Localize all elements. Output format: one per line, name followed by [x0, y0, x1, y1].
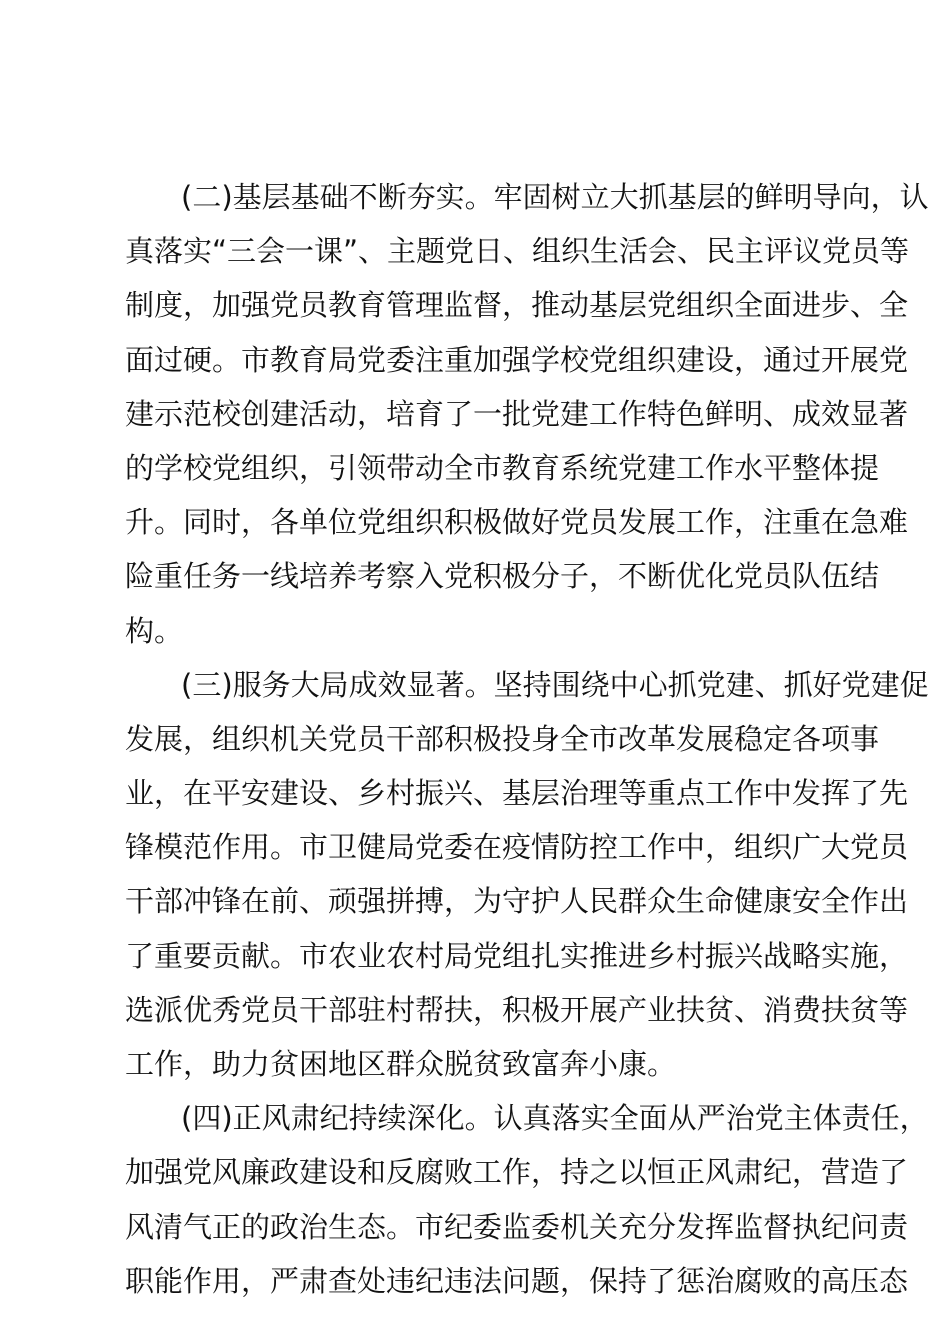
text-line: 选派优秀党员干部驻村帮扶，积极开展产业扶贫、消费扶贫等 [125, 992, 909, 1027]
text-line: 工作，助力贫困地区群众脱贫致富奔小康。 [125, 1047, 677, 1081]
text-line: 发展，组织机关党员干部积极投身全市改革发展稳定各项事 [125, 721, 880, 756]
text-line: 职能作用，严肃查处违纪违法问题，保持了惩治腐败的高压态 [125, 1263, 909, 1298]
text-line: (二)基层基础不断夯实。牢固树立大抓基层的鲜明导向，认 [181, 180, 929, 214]
text-line: 业，在平安建设、乡村振兴、基层治理等重点工作中发挥了先 [125, 776, 909, 811]
text-line: 锋模范作用。市卫健局党委在疫情防控工作中，组织广大党员 [125, 830, 909, 865]
text-line: 面过硬。市教育局党委注重加强学校党组织建设，通过开展党 [125, 342, 909, 377]
text-line: 构。 [125, 613, 184, 648]
text-line: 加强党风廉政建设和反腐败工作，持之以恒正风肃纪，营造了 [125, 1155, 909, 1190]
text-line: 的学校党组织，引领带动全市教育系统党建工作水平整体提 [125, 450, 880, 485]
text-line: 建示范校创建活动，培育了一批党建工作特色鲜明、成效显著 [125, 396, 909, 431]
text-line: 险重任务一线培养考察入党积极分子，不断优化党员队伍结 [125, 559, 880, 594]
text-line: 真落实“三会一课”、主题党日、组织生活会、民主评议党员等 [125, 234, 910, 269]
text-line: 干部冲锋在前、顽强拼搏，为守护人民群众生命健康安全作出 [125, 884, 909, 919]
paragraph-serving-overall-situation [125, 658, 929, 1092]
paragraph-discipline-rectification [125, 1091, 929, 1308]
text-line: (三)服务大局成效显著。坚持围绕中心抓党建、抓好党建促 [181, 667, 929, 702]
paragraph-grassroots-foundation [125, 170, 929, 658]
text-line: 升。同时，各单位党组织积极做好党员发展工作，注重在急难 [125, 505, 909, 540]
text-line: 风清气正的政治生态。市纪委监委机关充分发挥监督执纪问责 [125, 1209, 909, 1244]
text-line: 制度，加强党员教育管理监督，推动基层党组织全面进步、全 [125, 288, 909, 323]
text-line: 了重要贡献。市农业农村局党组扎实推进乡村振兴战略实施， [125, 938, 909, 973]
document-body [125, 170, 929, 1308]
text-line: (四)正风肃纪持续深化。认真落实全面从严治党主体责任， [181, 1101, 929, 1136]
